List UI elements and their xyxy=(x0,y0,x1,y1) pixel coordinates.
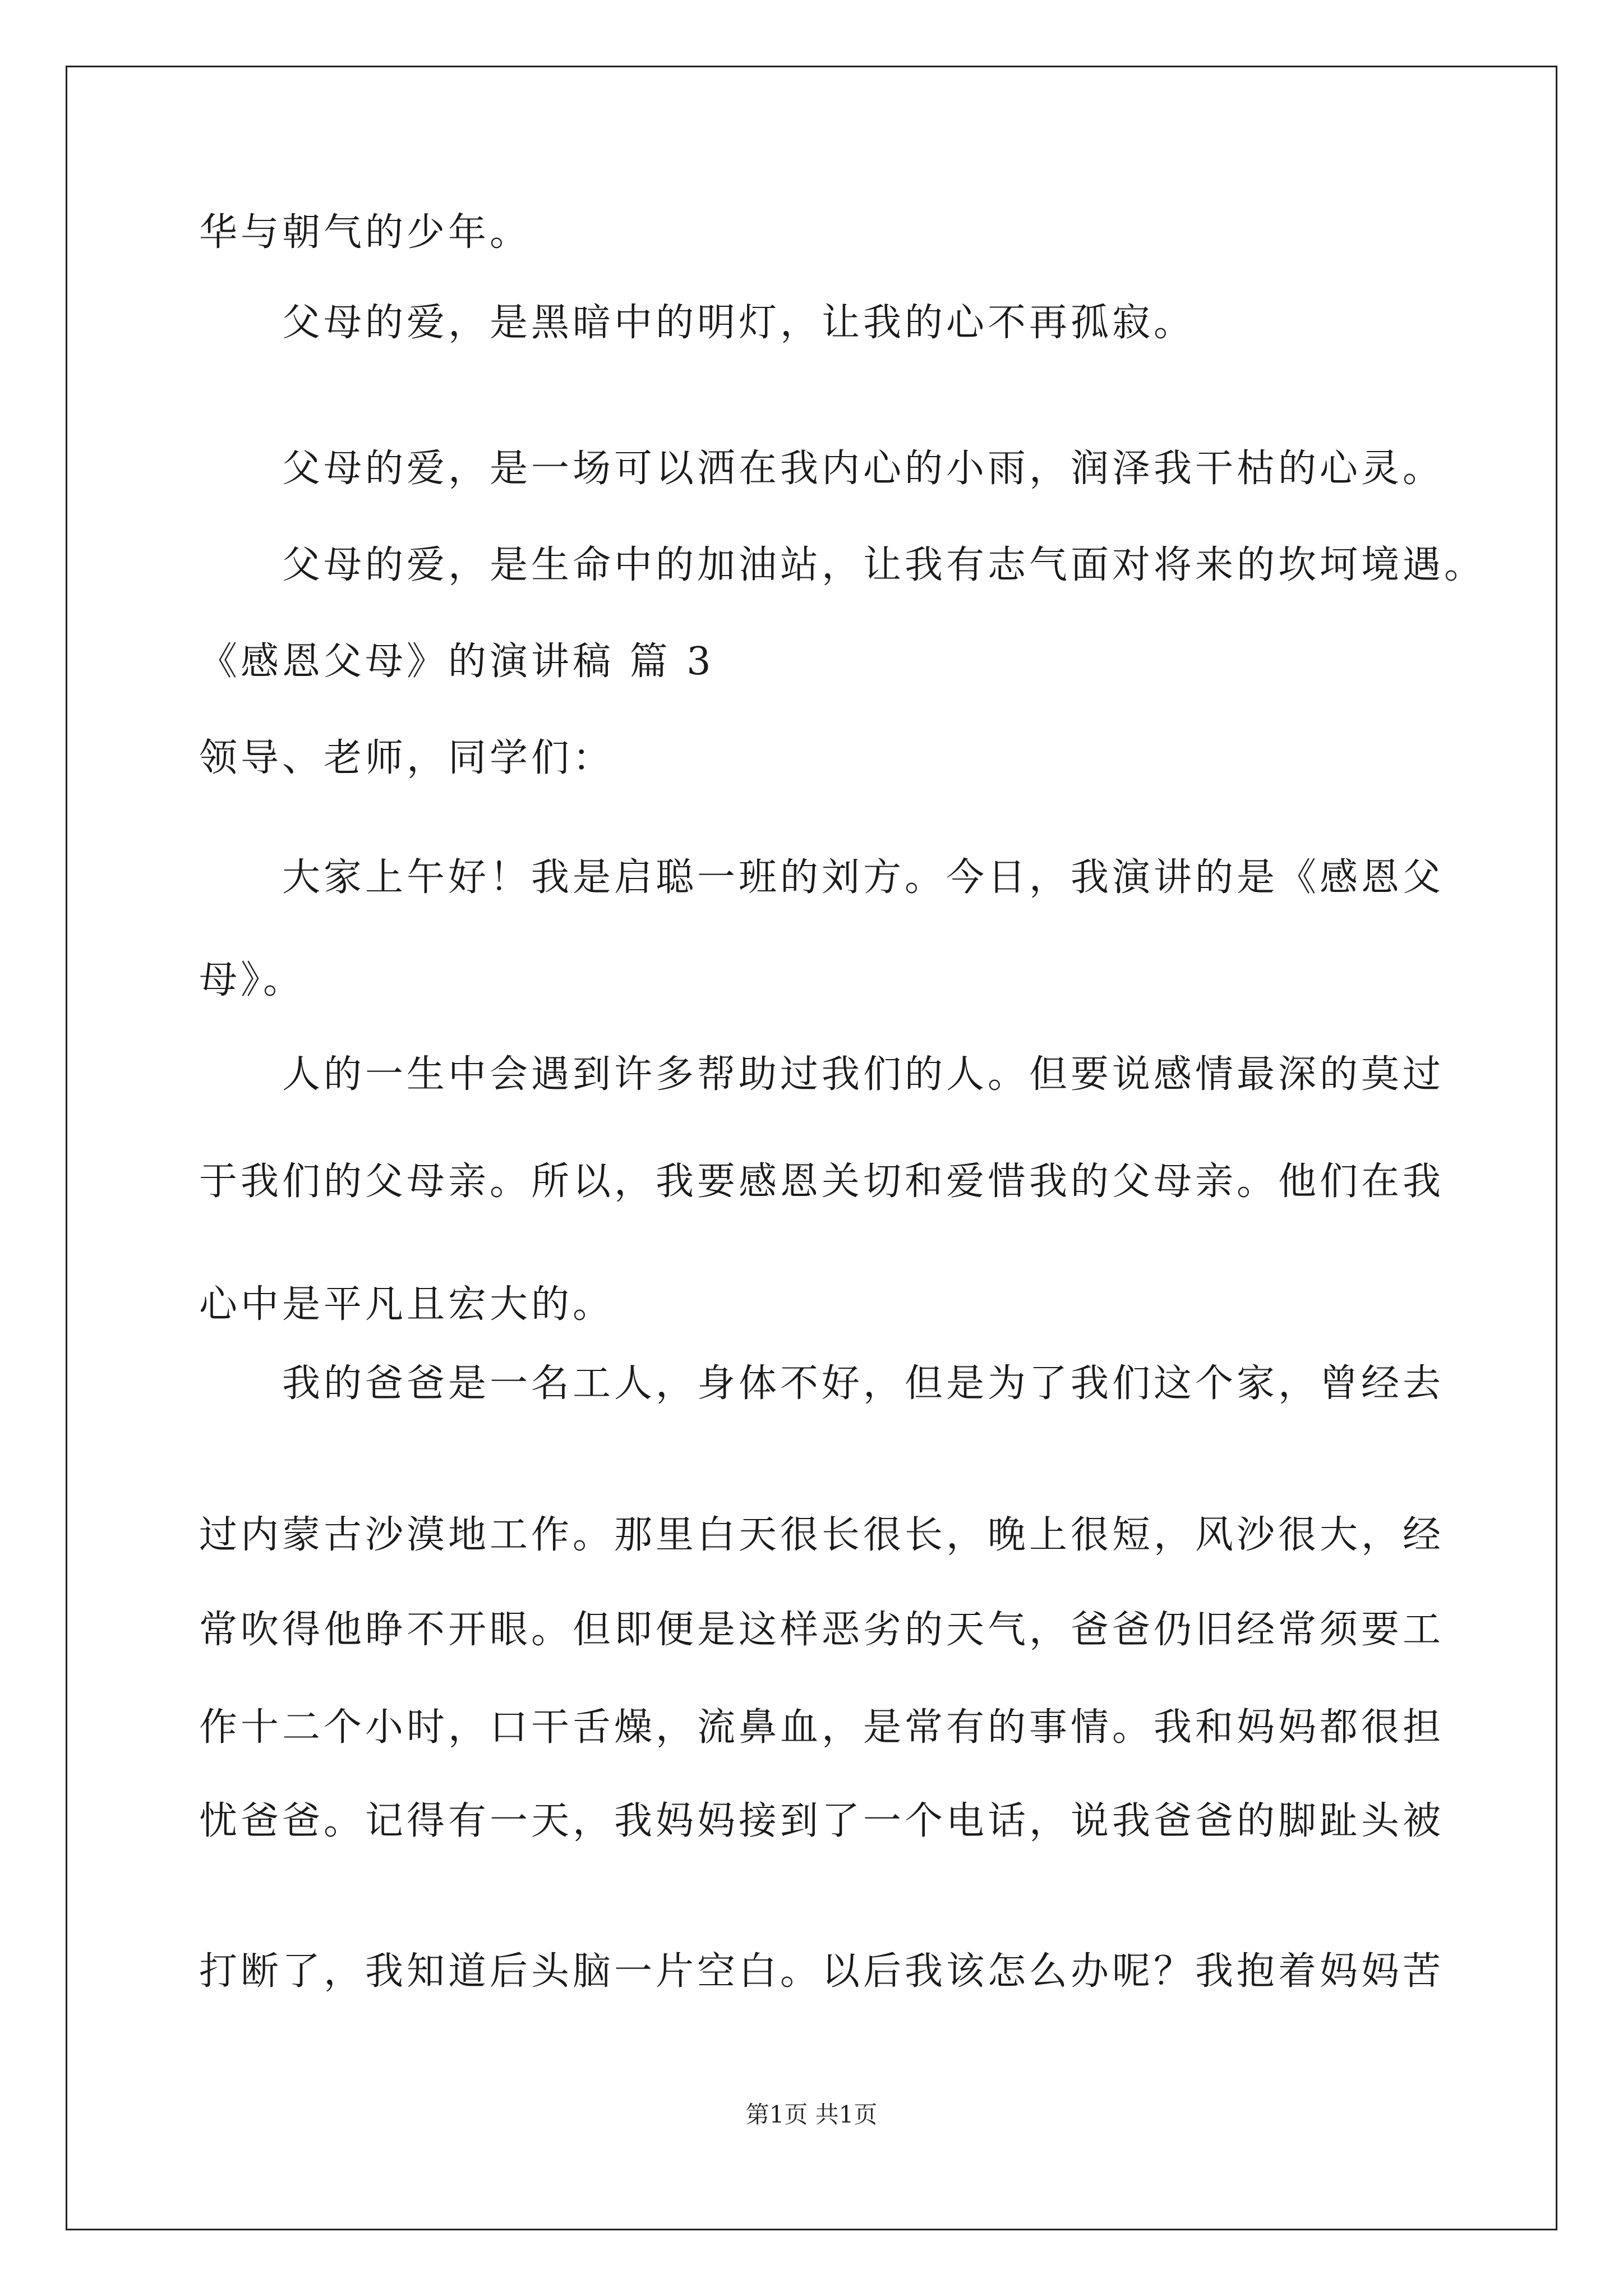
text-line: 打断了，我知道后头脑一片空白。以后我该怎么办呢？我抱着妈妈苦 xyxy=(199,1949,1445,1994)
paragraph-line: 我的爸爸是一名工人，身体不好，但是为了我们这个家，曾经去 xyxy=(282,1361,1445,1406)
section-heading: 《感恩父母》的演讲稿 篇 3 xyxy=(199,639,714,684)
text-line: 忧爸爸。记得有一天，我妈妈接到了一个电话，说我爸爸的脚趾头被 xyxy=(199,1799,1445,1843)
paragraph-line: 父母的爱，是生命中的加油站，让我有志气面对将来的坎坷境遇。 xyxy=(282,543,1486,587)
paragraph-line: 人的一生中会遇到许多帮助过我们的人。但要说感情最深的莫过 xyxy=(282,1052,1445,1097)
paragraph-line: 父母的爱，是黑暗中的明灯，让我的心不再孤寂。 xyxy=(282,301,1196,345)
text-line: 于我们的父母亲。所以，我要感恩关切和爱惜我的父母亲。他们在我 xyxy=(199,1159,1445,1204)
text-line: 常吹得他睁不开眼。但即便是这样恶劣的天气，爸爸仍旧经常须要工 xyxy=(199,1608,1445,1652)
paragraph-line: 父母的爱，是一场可以洒在我内心的小雨，润泽我干枯的心灵。 xyxy=(282,447,1445,491)
text-line: 母》。 xyxy=(199,958,305,1002)
text-line: 作十二个小时，口干舌燥，流鼻血，是常有的事情。我和妈妈都很担 xyxy=(199,1705,1445,1750)
text-line: 心中是平凡且宏大的。 xyxy=(199,1282,615,1327)
page-footer: 第1页 共1页 xyxy=(745,2101,878,2128)
page-border xyxy=(66,66,1557,2230)
text-line: 过内蒙古沙漠地工作。那里白天很长很长，晚上很短，风沙很大，经 xyxy=(199,1513,1445,1557)
paragraph-line: 大家上午好！我是启聪一班的刘方。今日，我演讲的是《感恩父 xyxy=(282,855,1445,900)
salutation: 领导、老师，同学们： xyxy=(199,736,615,780)
text-line: 华与朝气的少年。 xyxy=(199,210,532,255)
